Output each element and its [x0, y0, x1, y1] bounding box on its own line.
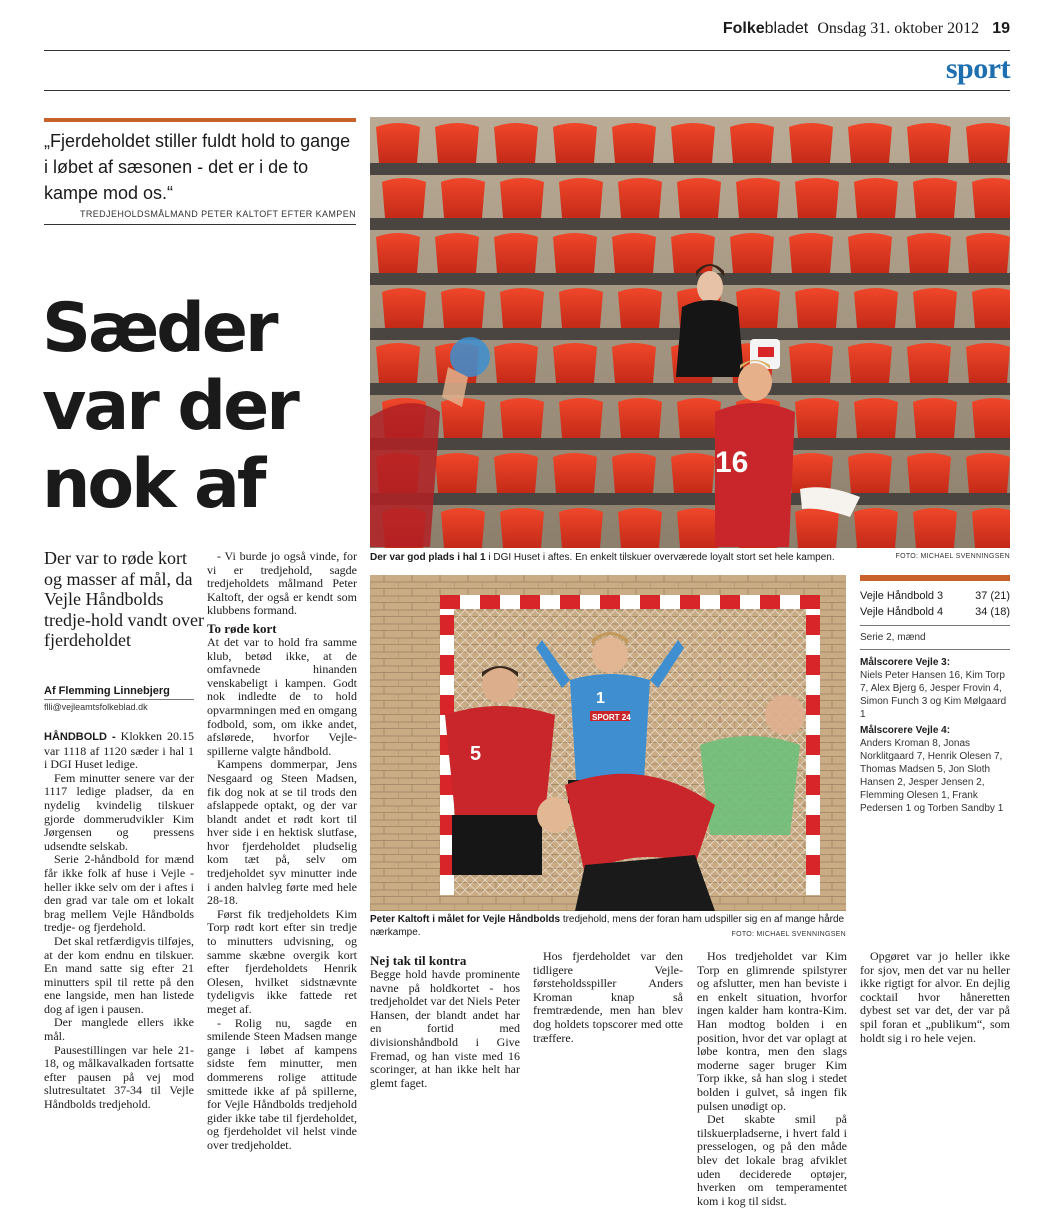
stadium-seat — [907, 233, 951, 273]
caption-lead: Peter Kaltoft i målet for Vejle Håndbolds — [370, 914, 561, 925]
stadium-seat — [500, 398, 544, 438]
body-paragraph: At det var to hold fra samme klub, betød ikke, at de omfavnede hinanden venskabeligt i kampen. Godt nok indledte de to hold opvarmningen med en omgang fodbold, som, om ikke andet, afslørede, hvorfor Vejle-spillerne valgte håndbold. — [207, 634, 357, 758]
stadium-seat — [500, 288, 544, 328]
quote-rule — [44, 224, 356, 225]
goal-stripe — [440, 695, 454, 715]
goal-stripe — [806, 735, 820, 755]
goal-stripe — [800, 595, 820, 609]
stadium-seat — [795, 288, 839, 328]
body-column-3 — [370, 950, 520, 1090]
stadium-seat — [913, 288, 957, 328]
body-paragraph: Fem minutter senere var der 1117 ledige pladser, da en nydelig kvindelig tilskuer gjorde dommerudvikler Kim Jørgensen og pressens udsendte selskab. — [44, 770, 194, 853]
stadium-seat — [441, 178, 485, 218]
team-score: 34 (18) — [975, 606, 1010, 618]
subheading: To røde kort — [207, 620, 277, 636]
headline: Sæder var der nok af — [42, 289, 297, 524]
deck-subheading: Der var to røde kort og masser af mål, da Vejle Håndbolds tredje-hold vandt over fjerdeholdet — [44, 548, 204, 650]
body-column-4 — [533, 950, 683, 1045]
pull-quote: „Fjerdeholdet stiller fuldt hold to gange i løbet af sæsonen - det er i de to kampe mod os.“ — [44, 131, 351, 203]
goal-stripe — [440, 595, 460, 609]
stadium-seat — [612, 233, 656, 273]
stadium-seat — [730, 233, 774, 273]
stadium-seat — [376, 343, 420, 383]
result-row — [860, 588, 1010, 604]
stadium-seat — [854, 288, 898, 328]
results-divider — [860, 625, 1010, 626]
stadium-seat — [795, 398, 839, 438]
stadium-seat — [612, 343, 656, 383]
team-name: Vejle Håndbold 4 — [860, 606, 944, 618]
body-paragraph: Klokken 20.15 var 1118 af 1120 sæder i hal 1 i DGI Huset ledige. — [44, 729, 194, 772]
stadium-seat — [553, 343, 597, 383]
stadium-seat — [972, 178, 1010, 218]
stadium-seat — [854, 508, 898, 548]
handball-illustration — [370, 575, 846, 911]
section-title: sport — [945, 52, 1010, 85]
stadium-seat — [612, 123, 656, 163]
stadium-seat — [376, 123, 420, 163]
caption-text: tredjehold, mens der foran ham udspiller sig en af mange hårde nærkampe. — [370, 914, 845, 938]
stadium-seat — [972, 288, 1010, 328]
body-paragraph: Det skal retfærdigvis tilføjes, at der kom endnu en tilskuer. En mand satte sig efter 21 minutters spil til rette på den ene langside, men han listede dog af igen i pausen. — [44, 933, 194, 1016]
stadium-seat — [494, 123, 538, 163]
body-paragraph: Serie 2-håndbold for mænd får ikke folk af huse i Vejle - heller ikke selv om der i aftes i den grad var tale om et lokalt brag mellem Vejle Håndbolds tredje- og fjerdehold. — [44, 852, 194, 935]
stadium-seat — [382, 178, 426, 218]
stand-step — [370, 493, 1010, 505]
body-paragraph: Der manglede ellers ikke mål. — [44, 1015, 194, 1044]
goal-stripe — [720, 595, 740, 609]
body-paragraph: Hos tredjeholdet var Kim Torp en glimrende spilstyrer og afslutter, men han beviste i en enkelt situation, hvorfor ingen kalder ham kontra-Kim. Han modtog bolden i en position, hvor det var oplagt at løbe kontra, men den slags moderne sager bruger Kim Torp ikke, så han slog i stedet bolden i gulvet, så ingen fik pulsen unødigt op. — [697, 949, 847, 1113]
author-email-link[interactable]: flli@vejleamtsfolkeblad.dk — [44, 702, 148, 712]
results-divider — [860, 649, 1010, 650]
stadium-seat — [435, 233, 479, 273]
stadium-seat — [382, 288, 426, 328]
keeper-number: 1 — [596, 690, 605, 707]
photo-empty-stands — [370, 117, 1010, 548]
body-paragraph: - Rolig nu, sagde en smilende Steen Madsen mange gange i løbet af kampens sidste fem minutter, men dommerens rolige attitude smittede ikke af på spillerne, for Vejle Håndbolds tredjehold gider ikke tabe til fjerdeholdet, og fjerdeholdet vil helst vinde over tredjeholdet. — [207, 1015, 357, 1152]
stadium-seat — [677, 398, 721, 438]
stadium-seat — [848, 123, 892, 163]
stadium-seat — [671, 123, 715, 163]
brand-name-light: bladet — [764, 20, 809, 37]
goal-stripe — [806, 815, 820, 835]
body-column-5 — [697, 950, 847, 1208]
stadium-seat — [553, 233, 597, 273]
stadium-seat — [848, 343, 892, 383]
stadium-seat — [972, 398, 1010, 438]
stadium-seat — [736, 178, 780, 218]
photo-goal-action — [370, 575, 846, 911]
stand-step — [370, 273, 1010, 285]
body-paragraph: Pausestillingen var hele 21-18, og målkavalkaden fortsatte efter pausen på vej mod slutresultatet 37-34 til Vejle Håndbolds tredjehold. — [44, 1042, 194, 1112]
page-number: 19 — [992, 20, 1010, 37]
stadium-seat — [671, 233, 715, 273]
stadium-seat — [848, 453, 892, 493]
goal-stripe — [480, 595, 500, 609]
stadium-seat — [553, 453, 597, 493]
stadium-seat — [677, 178, 721, 218]
stadium-seat — [907, 343, 951, 383]
player-number: 5 — [470, 743, 482, 765]
stadium-seat — [907, 123, 951, 163]
scorers-list: Niels Peter Hansen 16, Kim Torp 7, Alex Bjerg 6, Jesper Frovin 4, Simon Funch 3 og Kim Mølgaard 1 — [860, 670, 1007, 720]
svg-text:16: 16 — [715, 446, 749, 479]
stands-illustration — [370, 117, 1010, 548]
stadium-seat — [435, 123, 479, 163]
stadium-seat — [494, 453, 538, 493]
stadium-seat — [736, 288, 780, 328]
stadium-seat — [618, 178, 662, 218]
goal-stripe — [440, 655, 454, 675]
goal-stripe — [440, 815, 454, 835]
caption-text: i DGI Huset i aftes. En enkelt tilskuer overværede loyalt stort set hele kampen. — [485, 552, 835, 563]
stadium-seat — [500, 178, 544, 218]
header-rule-top — [44, 50, 1010, 51]
stadium-seat — [913, 508, 957, 548]
team-score: 37 (21) — [975, 590, 1010, 602]
goal-stripe — [806, 695, 820, 715]
goal-stripe — [760, 595, 780, 609]
scorers-heading: Målscorere Vejle 4: — [860, 725, 951, 736]
stadium-seat — [441, 508, 485, 548]
header-rule-bottom — [44, 90, 1010, 91]
goal-stripe — [640, 595, 660, 609]
goal-stripe — [806, 615, 820, 635]
stadium-seat — [966, 453, 1010, 493]
body-paragraph: Hos fjerdeholdet var den tidligere Vejle-førsteholdsspiller Anders Kroman knap så fremtrædende, men han blev dog holdets topscorer med otte træffere. — [533, 949, 683, 1045]
stadium-seat — [795, 178, 839, 218]
stadium-seat — [441, 398, 485, 438]
body-column-6 — [860, 950, 1010, 1045]
stadium-seat — [494, 233, 538, 273]
keeper-sponsor: SPORT 24 — [592, 713, 631, 722]
stadium-seat — [559, 288, 603, 328]
body-column-2 — [207, 550, 357, 1153]
stadium-seat — [494, 343, 538, 383]
result-row — [860, 604, 1010, 620]
stadium-seat — [854, 398, 898, 438]
byline: Af Flemming Linnebjerg — [44, 685, 170, 697]
subheading: Nej tak til kontra — [370, 953, 467, 968]
stadium-seat — [730, 123, 774, 163]
body-column-1 — [44, 730, 194, 1112]
stadium-seat — [907, 453, 951, 493]
scorers-list: Anders Kroman 8, Jonas Norklitgaard 7, Henrik Olesen 7, Thomas Madsen 5, Jon Sloth Hansen 2, Jesper Jensen 2, Flemming Olesen 1, Frank Pedersen 1 og Torben Sandby 1 — [860, 738, 1004, 814]
body-paragraph: Opgøret var jo heller ikke for sjov, men det var nu heller ikke rigtigt for alvor. En dejlig cocktail hvor håneretten dybest set var det, der var på spil foran et „publikum“, som holdt sig i ro hele vejen. — [860, 949, 1010, 1045]
stadium-seat — [795, 508, 839, 548]
kicker: HÅNDBOLD - — [44, 731, 116, 743]
body-paragraph: Det skabte smil på tilskuerpladserne, i hvert fald i presselogen, og på den måde blev det lokale brag afviklet uden deciderede optøjer, hverken om temperamentet kom i kog til sidst. — [697, 1112, 847, 1208]
stadium-seat — [559, 508, 603, 548]
results-accent-bar — [860, 575, 1010, 581]
stadium-seat — [618, 288, 662, 328]
scorers-heading: Målscorere Vejle 3: — [860, 657, 951, 668]
stand-step — [370, 438, 1010, 450]
stadium-seat — [966, 123, 1010, 163]
stand-step — [370, 163, 1010, 175]
goal-stripe — [806, 855, 820, 875]
stadium-seat — [789, 123, 833, 163]
photo-credit-1: FOTO: MICHAEL SVENNINGSEN — [895, 553, 1010, 560]
issue-date: Onsdag 31. oktober 2012 — [817, 20, 980, 37]
stadium-seat — [559, 178, 603, 218]
stadium-seat — [612, 453, 656, 493]
league-name: Serie 2, mænd — [860, 632, 926, 643]
team-name: Vejle Håndbold 3 — [860, 590, 944, 602]
stadium-seat — [677, 508, 721, 548]
stand-step — [370, 218, 1010, 230]
goal-stripe — [806, 775, 820, 795]
stadium-seat — [553, 123, 597, 163]
byline-rule — [44, 699, 194, 700]
stadium-seat — [913, 398, 957, 438]
stadium-seat — [376, 233, 420, 273]
stadium-seat — [618, 508, 662, 548]
masthead — [723, 18, 1010, 38]
goal-stripe — [520, 595, 540, 609]
stadium-seat — [789, 453, 833, 493]
stadium-seat — [966, 233, 1010, 273]
goal-stripe — [680, 595, 700, 609]
quote-attribution: TREDJEHOLDSMÅLMAND PETER KALTOFT EFTER KAMPEN — [79, 209, 356, 219]
stadium-seat — [618, 398, 662, 438]
stadium-seat — [789, 343, 833, 383]
body-paragraph: Begge hold havde prominente navne på holdkortet - hos tredjeholdet var det Niels Peter Hansen, der blandt andet har en fortid med divisionshåndbold i Give Fremad, og han viste med 16 scoringer, at han ikke helt har glemt faget. — [370, 967, 520, 1090]
goal-stripe — [806, 655, 820, 675]
body-paragraph: Kampens dommerpar, Jens Nesgaard og Steen Madsen, fik dog nok at se til trods den afslappede optakt, og der var blandt andet et rødt kort til hver side i en hektisk slutfase, hvor fjerdeholdet pludselig kom tæt på, selv om tredjeholdet syv minutter inde i anden halvleg førte med hele 28-18. — [207, 757, 357, 908]
stadium-seat — [435, 453, 479, 493]
stadium-seat — [559, 398, 603, 438]
caption-lead: Der var god plads i hal 1 — [370, 552, 486, 563]
stadium-seat — [913, 178, 957, 218]
brand-name-bold: Folke — [722, 20, 765, 37]
stadium-seat — [966, 343, 1010, 383]
stadium-seat — [441, 288, 485, 328]
stadium-seat — [500, 508, 544, 548]
body-paragraph: Først fik tredjeholdets Kim Torp rødt kort efter sin tredje to minutters udvisning, og samme skæbne overgik kort efter fjerdeholdets Henrik Olesen, hvilket sidstnævnte tydeligvis ikke fattede ret meget af. — [207, 906, 357, 1016]
stadium-seat — [789, 233, 833, 273]
stadium-seat — [671, 453, 715, 493]
quote-accent-bar — [44, 118, 356, 122]
goal-stripe — [440, 615, 454, 635]
results-box — [860, 588, 1010, 815]
goal-stripe — [600, 595, 620, 609]
photo-credit-2: FOTO: MICHAEL SVENNINGSEN — [731, 931, 846, 938]
stadium-seat — [854, 178, 898, 218]
goal-stripe — [560, 595, 580, 609]
goal-stripe — [440, 855, 454, 875]
stadium-seat — [972, 508, 1010, 548]
body-paragraph: - Vi burde jo også vinde, for vi er tredjehold, sagde tredjeholdets målmand Peter Kaltoft, der også er kendt som klubbens formand. — [207, 549, 357, 618]
stadium-seat — [848, 233, 892, 273]
